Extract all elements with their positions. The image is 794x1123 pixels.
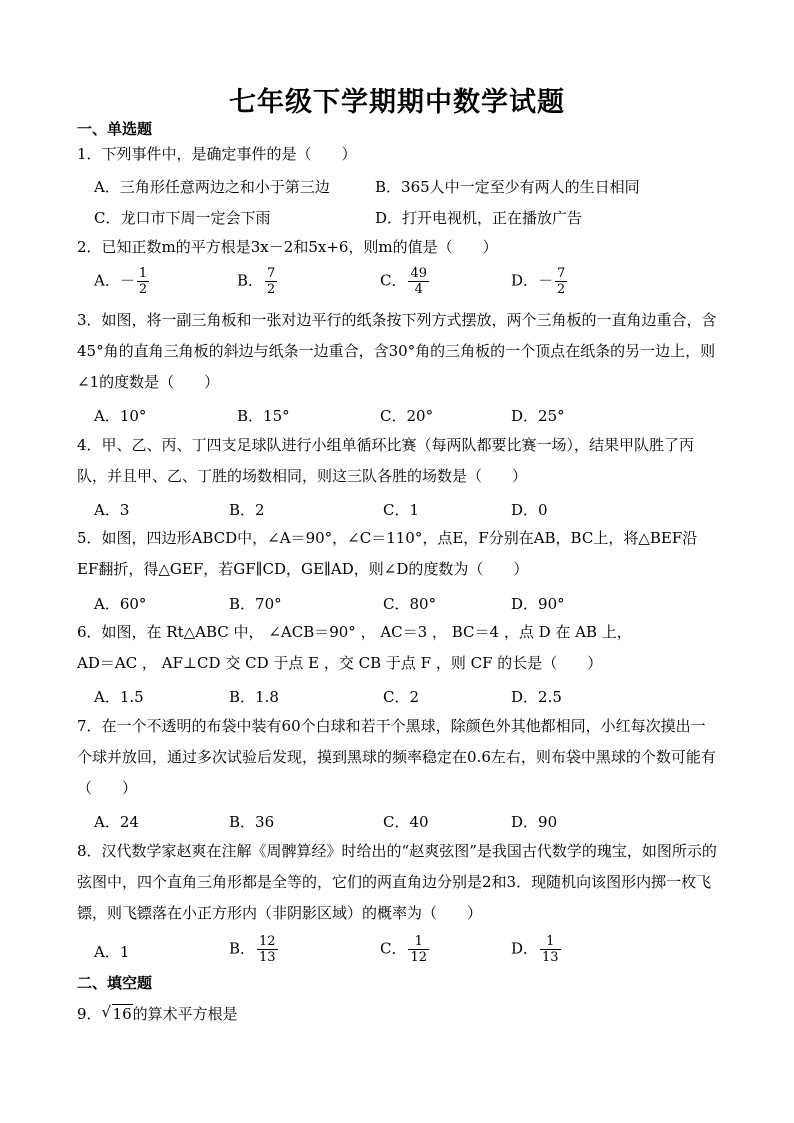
fraction (257, 934, 278, 965)
question-5-option-b: B．70° (229, 595, 282, 613)
question-1-option-b: B．365人中一定至少有两人的生日相同 (375, 178, 640, 196)
question-2-option-d (511, 266, 569, 297)
denominator: 2 (267, 282, 276, 297)
fraction (540, 934, 561, 965)
question-8-option-c (380, 934, 431, 965)
question-3-stem: 3．如图，将一副三角板和一张对边平行的纸条按下列方式摆放，两个三角板的一直角边重合，含45°角的直角三角板的斜边与纸条一边重合，含30°角的三角板的一个顶点在纸条的另一边上，则∠1的度数是（ ） (77, 311, 717, 391)
denominator: 13 (259, 950, 276, 965)
denominator: 4 (414, 282, 423, 297)
numerator: 7 (267, 266, 276, 281)
question-8-stem: 8．汉代数学家赵爽在注解《周髀算经》时给出的“赵爽弦图”是我国古代数学的瑰宝，如图所示的弦图中，四个直角三角形都是全等的，它们的两直角边分别是2和3．现随机向该图形内掷一枚飞镖，则飞镖落在小正方形内（非阴影区域）的概率为（ ） (77, 842, 717, 922)
numerator: 1 (138, 266, 148, 281)
question-2-stem: 2．已知正数m的平方根是3x－2和5x+6，则m的值是（ ） (77, 238, 498, 256)
question-3-option-a: A．10° (94, 407, 147, 425)
question-9-stem (77, 1003, 238, 1024)
question-6-option-d: D．2.5 (511, 688, 562, 706)
section-heading-fill-in: 二、填空题 (77, 974, 153, 992)
numerator: 12 (259, 934, 276, 949)
fraction (555, 266, 567, 297)
option-label: A．－ (94, 271, 135, 290)
question-6-option-a: A．1.5 (94, 688, 144, 706)
question-number: 9． (77, 1005, 102, 1023)
question-4-option-a: A．3 (94, 501, 130, 519)
question-1-option-d: D．打开电视机，正在播放广告 (375, 209, 583, 227)
question-4-stem: 4．甲、乙、丙、丁四支足球队进行小组单循环比赛（每两队都要比赛一场），结果甲队胜了丙队，并且甲、乙、丁胜的场数相同，则这三队各胜的场数是（ ） (77, 436, 695, 485)
question-3-option-d: D．25° (511, 407, 565, 425)
question-7-option-c: C．40 (383, 813, 429, 831)
question-8-option-d (511, 934, 563, 965)
fraction (137, 266, 149, 297)
question-2-option-c (380, 266, 431, 297)
numerator: 1 (540, 934, 561, 950)
question-3-option-b: B．15° (237, 407, 290, 425)
question-5-option-c: C．80° (383, 595, 437, 613)
numerator: 1 (408, 934, 429, 950)
option-label: C． (380, 271, 407, 290)
numerator: 49 (410, 266, 428, 281)
radicand: 16 (112, 1005, 132, 1023)
option-label: D．－ (511, 271, 554, 290)
question-7-option-a: A．24 (94, 813, 139, 831)
question-text: 的算术平方根是 (132, 1005, 238, 1023)
question-5-option-d: D．90° (511, 595, 565, 613)
option-label: D． (511, 939, 539, 958)
question-4-option-d: D．0 (511, 501, 548, 519)
denominator: 2 (138, 282, 148, 297)
question-8-option-b (229, 934, 280, 965)
denominator: 2 (557, 282, 566, 297)
question-6-option-c: C．2 (383, 688, 420, 706)
question-7-stem: 7．在一个不透明的布袋中装有60个白球和若干个黑球，除颜色外其他都相同，小红每次摸出一个球并放回，通过多次试验后发现，摸到黑球的频率稳定在0.6左右，则布袋中黑球的个数可能有（ ） (77, 717, 716, 797)
question-5-stem: 5．如图，四边形ABCD中，∠A＝90°，∠C＝110°，点E，F分别在AB，BC上，将△BEF沿EF翻折，得△GEF，若GF∥CD，GE∥AD，则∠D的度数为（ ） (77, 529, 698, 578)
fraction (408, 934, 429, 965)
option-label: B． (237, 271, 264, 290)
denominator: 12 (410, 950, 428, 965)
sqrt-symbol (102, 1005, 133, 1023)
option-label: C． (380, 939, 407, 958)
question-8-option-a: A．1 (94, 943, 130, 961)
question-2-option-b (237, 266, 279, 297)
fraction (408, 266, 429, 297)
question-3-option-c: C．20° (380, 407, 434, 425)
option-label: B． (229, 939, 256, 958)
question-5-option-a: A．60° (94, 595, 147, 613)
question-2-option-a (94, 266, 151, 297)
question-1-option-c: C．龙口市下周一定会下雨 (94, 209, 271, 227)
question-4-option-c: C．1 (383, 501, 420, 519)
question-6-option-b: B．1.8 (229, 688, 279, 706)
fraction (265, 266, 277, 297)
question-7-option-b: B．36 (229, 813, 275, 831)
section-heading-single-choice: 一、单选题 (77, 120, 153, 138)
question-1-stem: 1．下列事件中，是确定事件的是（ ） (77, 145, 357, 163)
question-6-line-1: 6．如图，在 Rt△ABC 中， ∠ACB＝90° ， AC＝3 ， BC＝4 ，点 D 在 AB 上， (77, 623, 632, 641)
question-1-option-a: A．三角形任意两边之和小于第三边 (94, 178, 330, 196)
question-7-option-d: D．90 (511, 813, 558, 831)
page-title: 七年级下学期期中数学试题 (229, 87, 565, 118)
denominator: 13 (542, 950, 559, 965)
numerator: 7 (557, 266, 566, 281)
question-6-line-2: AD＝AC ， AF⊥CD 交 CD 于点 E ，交 CB 于点 F ，则 CF 的长是（ ） (77, 654, 603, 672)
question-4-option-b: B．2 (229, 501, 265, 519)
